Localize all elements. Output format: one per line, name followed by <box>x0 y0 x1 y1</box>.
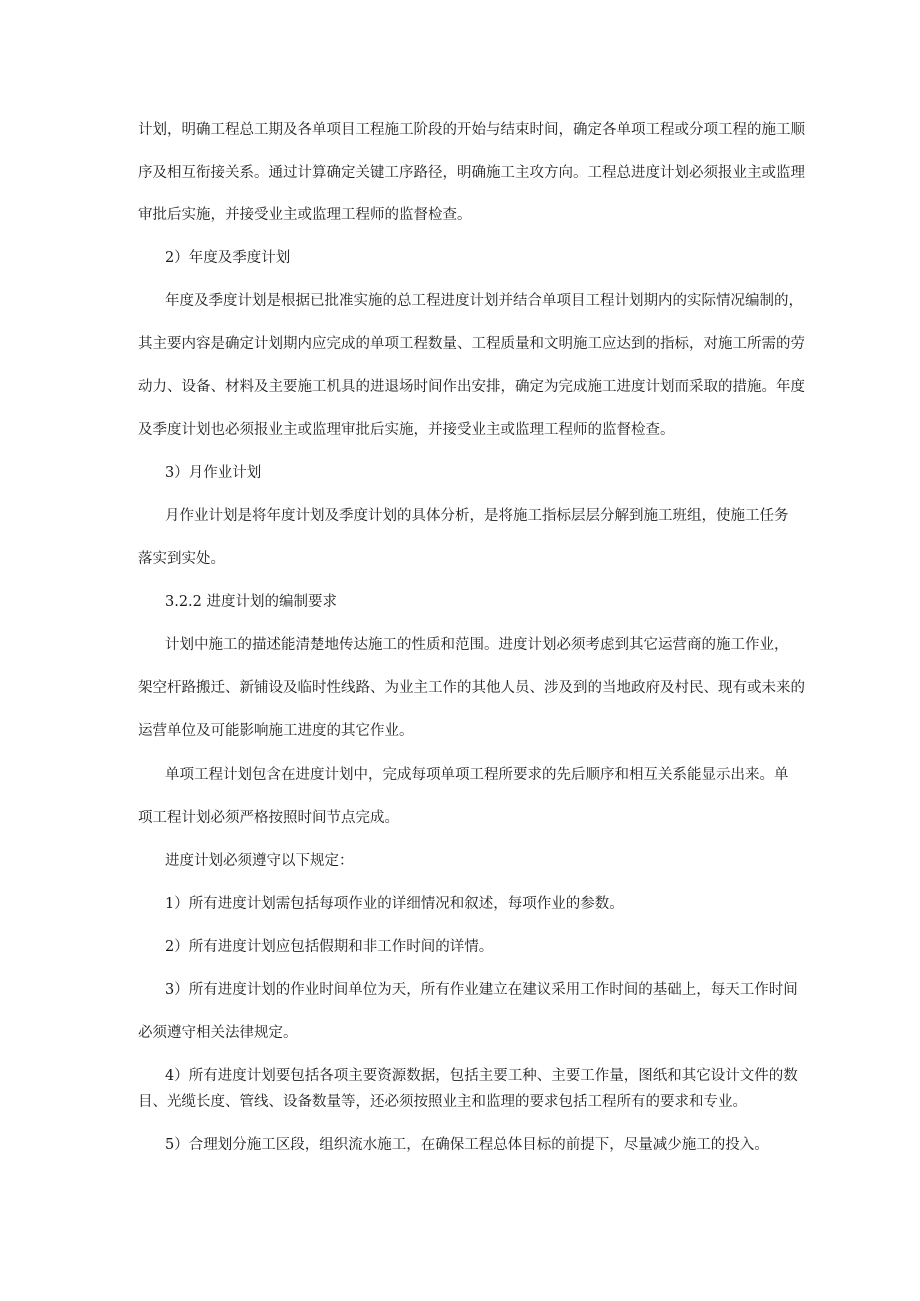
list-item: 2）所有进度计划应包括假期和非工作时间的详情。 <box>165 939 494 955</box>
list-item: 3）所有进度计划的作业时间单位为天，所有作业建立在建议采用工作时间的基础上，每天工作时间 <box>165 982 798 998</box>
text-line: 进度计划必须遵守以下规定： <box>165 853 354 869</box>
list-item: 5）合理划分施工区段，组织流水施工，在确保工程总体目标的前提下，尽量减少施工的投入。 <box>165 1137 769 1153</box>
text-line: 项工程计划必须严格按照时间节点完成。 <box>138 810 399 826</box>
text-line: 单项工程计划包含在进度计划中，完成每项单项工程所要求的先后顺序和相互关系能显示出来。单 <box>165 767 789 783</box>
text-line: 计划中施工的描述能清楚地传达施工的性质和范围。进度计划必须考虑到其它运营商的施工作业， <box>165 637 789 653</box>
text-line: 动力、设备、材料及主要施工机具的进退场时间作出安排，确定为完成施工进度计划而采取的措施。年度 <box>138 379 805 395</box>
text-line: 序及相互衔接关系。通过计算确定关键工序路径，明确施工主攻方向。工程总进度计划必须报业主或监理 <box>138 165 805 181</box>
list-item: 1）所有进度计划需包括每项作业的详细情况和叙述，每项作业的参数。 <box>165 896 624 912</box>
text-line: 计划，明确工程总工期及各单项目工程施工阶段的开始与结束时间，确定各单项工程或分项工程的施工顺 <box>138 122 805 138</box>
section-heading: 3）月作业计划 <box>165 465 262 481</box>
list-item: 4）所有进度计划要包括各项主要资源数据，包括主要工种、主要工作量，图纸和其它设计文件的数 <box>165 1068 798 1084</box>
text-line: 其主要内容是确定计划期内应完成的单项工程数量、工程质量和文明施工应达到的指标，对施工所需的劳 <box>138 336 805 352</box>
text-line: 运营单位及可能影响施工进度的其它作业。 <box>138 723 414 739</box>
text-line: 年度及季度计划是根据已批准实施的总工程进度计划并结合单项目工程计划期内的实际情况编制的， <box>165 293 803 309</box>
text-line: 落实到实处。 <box>138 551 225 567</box>
text-line: 审批后实施，并接受业主或监理工程师的监督检查。 <box>138 207 472 223</box>
text-line: 月作业计划是将年度计划及季度计划的具体分析，是将施工指标层层分解到施工班组，使施工任务 <box>165 508 789 524</box>
text-line: 必须遵守相关法律规定。 <box>138 1025 298 1041</box>
text-line: 架空杆路搬迁、新铺设及临时性线路、为业主工作的其他人员、涉及到的当地政府及村民、现有或未来的 <box>138 680 805 696</box>
text-line: 及季度计划也必须报业主或监理审批后实施，并接受业主或监理工程师的监督检查。 <box>138 422 675 438</box>
section-heading: 3.2.2 进度计划的编制要求 <box>165 594 338 610</box>
section-heading: 2）年度及季度计划 <box>165 250 291 266</box>
text-line: 目、光缆长度、管线、设备数量等，还必须按照业主和监理的要求包括工程所有的要求和专业。 <box>138 1094 747 1110</box>
